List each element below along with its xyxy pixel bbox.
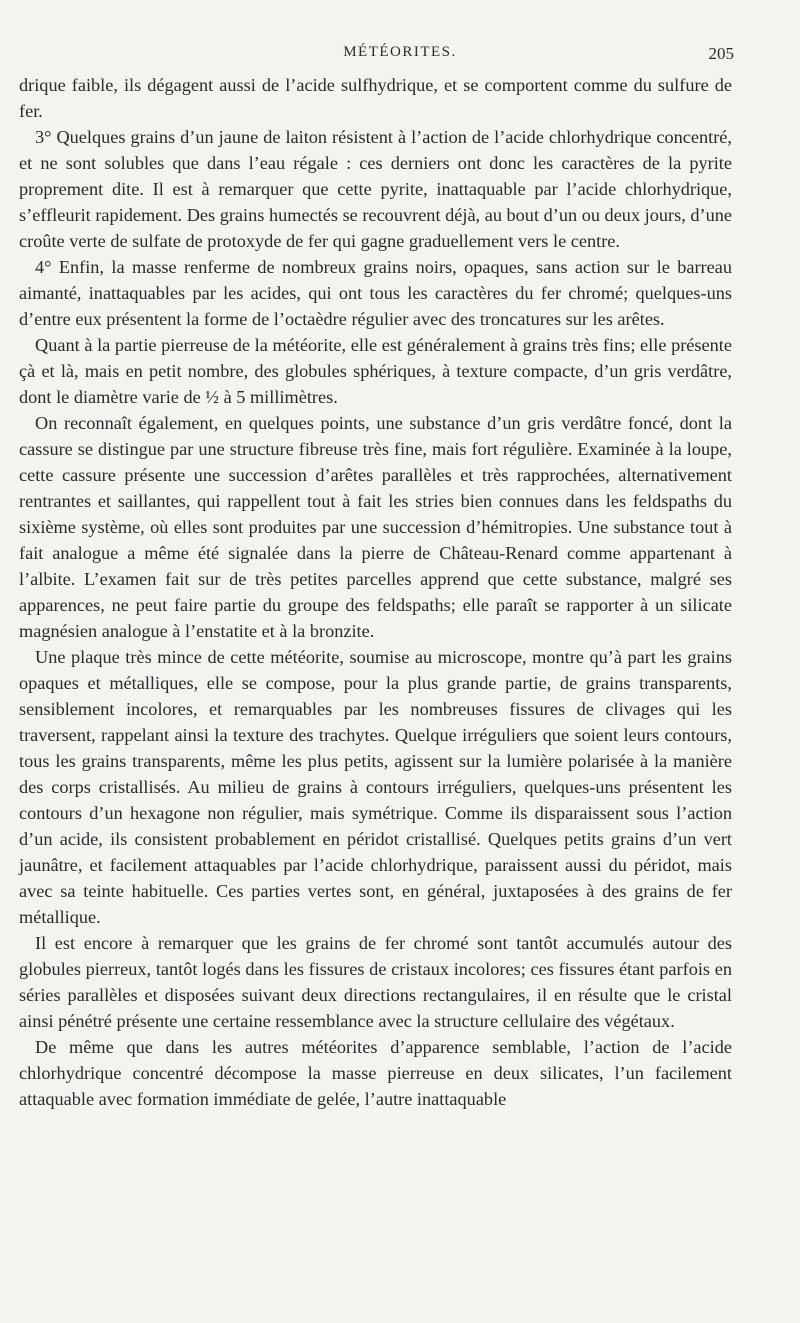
paragraph: drique faible, ils dégagent aussi de l’acide sulfhydrique, et se comportent comme du sulfure de fer. — [19, 75, 732, 121]
paragraph: 3° Quelques grains d’un jaune de laiton résistent à l’action de l’acide chlorhydrique concentré, et ne sont solubles que dans l’eau régale : ces derniers ont donc les caractères de la pyrite proprement dite. Il est à remarquer que cette pyrite, inattaquable par l’acide chlorhydrique, s’effleurit rapidement. Des grains humectés se recouvrent déjà, au bout d’un ou deux jours, d’une croûte verte de sulfate de protoxyde de fer qui gagne graduellement vers le centre. — [19, 127, 732, 251]
paragraph: On reconnaît également, en quelques points, une substance d’un gris verdâtre foncé, dont la cassure se distingue par une structure fibreuse très fine, mais fort régulière. Examinée à la loupe, cette cassure présente une succession d’arêtes parallèles et très rapprochées, alternativement rentrantes et saillantes, qui rappellent tout à fait les stries bien connues dans les feldspaths du sixième système, où elles sont produites par une succession d’hémitropies. Une substance tout à fait analogue a même été signalée dans la pierre de Château-Renard comme appartenant à l’albite. L’examen fait sur de très petites parcelles apprend que cette substance, malgré ses apparences, ne peut faire partie du groupe des feldspaths; elle paraît se rapporter à un silicate magnésien analogue à l’enstatite et à la bronzite. — [19, 413, 732, 641]
paragraph: 4° Enfin, la masse renferme de nombreux grains noirs, opaques, sans action sur le barreau aimanté, inattaquables par les acides, qui ont tous les caractères du fer chromé; quelques-uns d’entre eux présentent la forme de l’octaèdre régulier avec des troncatures sur les arêtes. — [19, 257, 732, 329]
paragraph: Une plaque très mince de cette météorite, soumise au microscope, montre qu’à part les grains opaques et métalliques, elle se compose, pour la plus grande partie, de grains transparents, sensiblement incolores, et remarquables par les nombreuses fissures de clivages qui les traversent, rappelant ainsi la texture des trachytes. Quelque irréguliers que soient leurs contours, tous les grains transparents, même les plus petits, agissent sur la lumière polarisée à la manière des corps cristallisés. Au milieu de grains à contours irréguliers, quelques-uns présentent les contours d’un hexagone non régulier, mais symétrique. Comme ils disparaissent sous l’action d’un acide, ils consistent probablement en péridot cristallisé. Quelques petits grains d’un vert jaunâtre, et facilement attaquables par l’acide chlorhydrique, paraissent aussi du péridot, mais avec sa teinte habituelle. Ces parties vertes sont, en général, juxtaposées à des grains de fer métallique. — [19, 647, 732, 927]
paragraph: De même que dans les autres météorites d’apparence semblable, l’action de l’acide chlorhydrique concentré décompose la masse pierreuse en deux silicates, l’un facilement attaquable avec formation immédiate de gelée, l’autre inattaquable — [19, 1037, 732, 1109]
paragraph: Il est encore à remarquer que les grains de fer chromé sont tantôt accumulés autour des globules pierreux, tantôt logés dans les fissures de cristaux incolores; ces fissures étant parfois en séries parallèles et disposées suivant deux directions rectangulaires, il en résulte que le cristal ainsi pénétré présente une certaine ressemblance avec la structure cellulaire des végétaux. — [19, 933, 732, 1031]
page-number: 205 — [708, 44, 734, 63]
body-text — [19, 72, 732, 1112]
page-header — [0, 44, 800, 66]
paragraph: Quant à la partie pierreuse de la météorite, elle est généralement à grains très fins; elle présente çà et là, mais en petit nombre, des globules sphériques, à texture compacte, d’un gris verdâtre, dont le diamètre varie de ½ à 5 millimètres. — [19, 335, 732, 407]
running-title: MÉTÉORITES. — [343, 44, 457, 60]
